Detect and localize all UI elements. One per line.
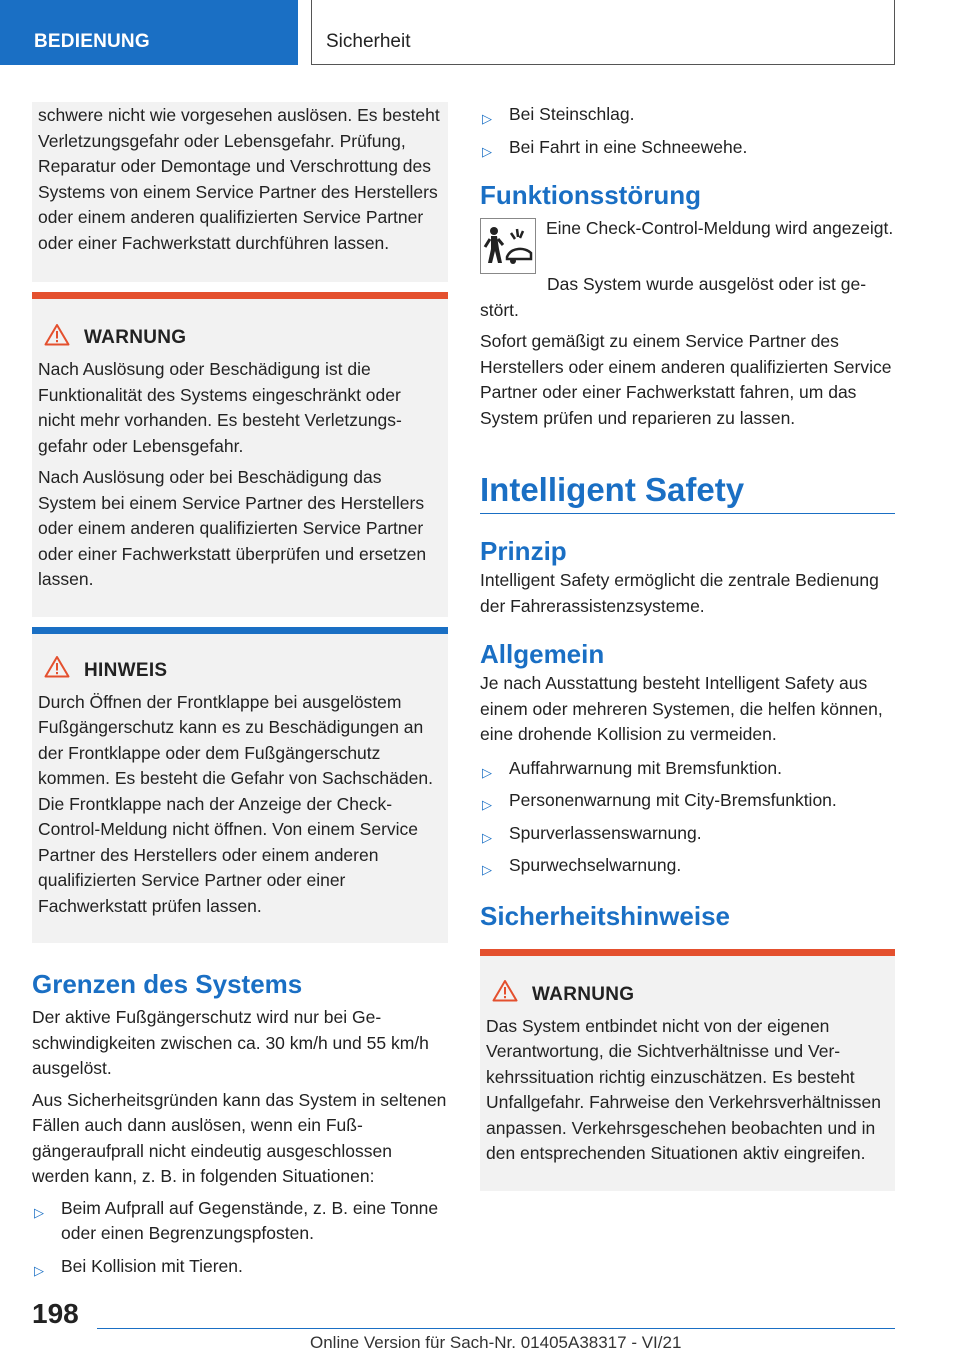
warning-title: WARNUNG [532,983,635,1005]
triangle-right-icon: ▷ [482,829,492,845]
triangle-right-icon: ▷ [34,1262,44,1278]
note-box [32,627,448,944]
list-item: ▷ Auffahrwarnung mit Bremsfunktion. [480,756,895,782]
triangle-right-icon: ▷ [34,1204,44,1220]
triangle-right-icon: ▷ [482,797,492,812]
warning-triangle-icon [44,323,76,354]
warning-box [480,949,895,1191]
principle-text: Intelligent Safety ermöglicht die zentrale Bedienung der Fahrerassistenzsysteme. [480,570,879,616]
warning-triangle-icon [44,655,76,686]
warning-title: WARNUNG [84,327,187,349]
limits-list-continued [480,102,895,160]
principle-heading: Prinzip [480,536,567,566]
general-text: Je nach Ausstattung besteht Intelligent Safety aus einem oder mehreren Systemen, die helfen können, eine drohende Kollision zu vermeiden. [480,673,883,744]
fault-text-2: Das System wurde ausgelöst oder ist gestört. [480,274,867,320]
limits-text-1: Der aktive Fußgängerschutz wird nur bei Geschwindigkeiten zwischen ca. 30 km/h und 55 km/h ausgelöst. [32,1007,429,1078]
footer-version: Online Version für Sach-Nr. 01405A38317 - VI/21 [310,1333,682,1352]
triangle-right-icon: ▷ [482,111,492,126]
section-title: Intelligent Safety [480,471,895,514]
list-item: ▷ Beim Aufprall auf Gegenstände, z. B. eine Tonne oder einen Begrenzungspfosten. [34,1197,439,1243]
warning-triangle-icon [492,979,524,1010]
warning-text-2: Nach Auslösung oder bei Beschädigung das System bei einem Service Partner des Herstellers oder einem anderen qualifizierten Service Partner oder einer Fachwerkstatt überprüfen und ersetzen lassen. [38,467,427,589]
warning-header [486,982,889,1008]
warning-header [38,325,442,351]
note-header [38,658,442,684]
general-heading: Allgemein [480,639,605,669]
systems-list [480,756,895,879]
limits-text-2: Aus Sicherheitsgründen kann das System in seltenen Fällen auch dann auslösen, wenn ein Fußgängeraufprall nicht eindeutig ausgeschlossen werden kann, z. B. in folgenden Situationen: [32,1089,447,1186]
warning-text-1: Nach Auslösung oder Beschädigung ist die Funktionalität des Systems eingeschränkt oder nicht mehr vorhanden. Es besteht Verletzungsgefahr oder Lebensgefahr. [38,359,402,456]
warning-text: Das System entbindet nicht von der eigenen Verantwortung, die Sichtverhältnisse und Verkehrssituation richtig einzuschätzen. Es besteht Unfallgefahr. Fahrweise den Verkehrsverhältnissen anpassen. Verkehrsgeschehen beobachten und in den entsprechenden Situationen aktiv eingreifen. [486,1015,881,1163]
hints-heading: Sicherheitshinweise [480,900,730,931]
list-item: ▷ Bei Steinschlag. [480,102,895,128]
note-title: HINWEIS [84,659,168,681]
fault-block [480,216,895,274]
warning-box-continued [32,102,448,282]
pedestrian-protection-icon [480,218,536,274]
fault-text-block [546,216,893,274]
warning-box [32,292,448,617]
list-item: ▷ Spurwechselwarnung. [480,853,895,879]
triangle-right-icon: ▷ [482,862,492,877]
limits-heading: Grenzen des Systems [32,969,303,999]
header-chapter-title: Sicherheit [311,0,895,65]
list-item: ▷ Bei Fahrt in eine Schneewehe. [480,135,895,161]
footer-divider [97,1328,895,1329]
list-item: ▷ Bei Kollision mit Tieren. [32,1254,448,1280]
fault-heading: Funktionsstörung [480,180,701,210]
list-item: ▷ Spurverlassenswarnung. [480,821,895,847]
fault-text-1: Eine Check-Control-Meldung wird angezeigt. [546,218,894,238]
header-section-tab: BEDIENUNG [0,0,298,65]
left-column [32,102,448,1286]
fault-text-3: Sofort gemäßigt zu einem Service Partner des Herstellers oder einem anderen qualifizierten Service Partner oder einer Fachwerkstatt fahren, um das System prüfen und reparieren zu lassen. [480,331,892,428]
limits-list [32,1196,448,1280]
note-text: Durch Öffnen der Frontklappe bei ausgelöstem Fußgängerschutz kann es zu Beschädigungen an der Frontklappe oder dem Fußgängerschutz kommen. Es besteht die Gefahr von Sachschäden. Die Frontklappe nach der Anzeige der Check-Control-Meldung nicht öffnen. Von einem Service Partner des Herstellers oder einem anderen qualifizierten Service Partner oder einer Fachwerkstatt prüfen lassen. [38,691,433,916]
triangle-right-icon: ▷ [482,764,492,780]
box-continued-text: schwere nicht wie vorgesehen auslösen. Es besteht Verletzungsgefahr oder Lebensgefahr. Prüfung, Reparatur oder Demontage und Verschrottung des Systems von einem Service Partner des Herstellers oder einem anderen qualifizierten Service Partner oder einer Fachwerkstatt durchführen lassen. [38,105,440,253]
list-item: ▷ Personenwarnung mit City-Bremsfunktion. [480,788,895,814]
triangle-right-icon: ▷ [482,143,492,159]
page-number: 198 [32,1298,79,1329]
right-column [480,102,895,1191]
